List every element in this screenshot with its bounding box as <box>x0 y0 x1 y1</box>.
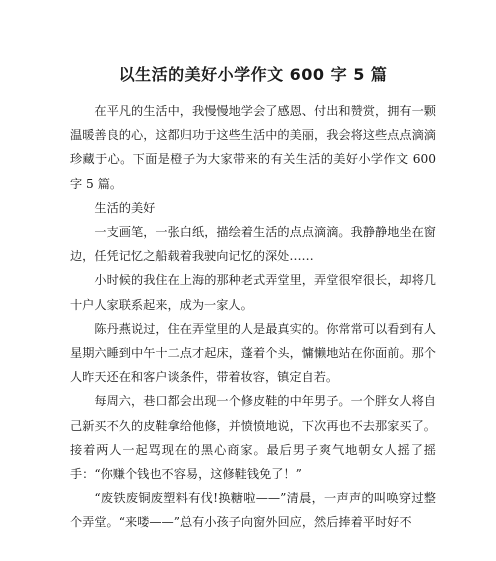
body-paragraph: 小时候的我住在上海的那种老式弄堂里，弄堂很窄很长，却将几十户人家联系起来，成为一家人。 <box>70 273 436 312</box>
body-paragraph: 陈丹燕说过，住在弄堂里的人是最真实的。你常常可以看到有人星期六睡到中午十二点才起床，蓬着个头，慵懒地站在你面前。那个人昨天还在和客户谈条件，带着妆容，镇定自若。 <box>70 321 436 385</box>
document-title: 以生活的美好小学作文 600 字 5 篇 <box>118 65 388 84</box>
intro-paragraph: 在平凡的生活中，我慢慢地学会了感恩、付出和赞赏，拥有一颗温暖善良的心，这都归功于这些生活中的美丽，我会将这些点点滴滴珍藏于心。下面是橙子为大家带来的有关生活的美好小学作文 600 字 5 篇。 <box>70 104 436 191</box>
body-paragraph: 每周六，巷口都会出现一个修皮鞋的中年男子。一个胖女人将自己新买不久的皮鞋拿给他修，并愤愤地说，下次再也不去那家买了。接着两人一起骂现在的黑心商家。最后男子爽气地朝女人摇了摇手：“你赚个钱也不容易，这修鞋钱免了！” <box>70 394 436 482</box>
section-heading: 生活的美好 <box>94 200 156 215</box>
body-paragraph: “废铁废铜废塑料有伐!换糖啦——”清晨，一声声的叫唤穿过整个弄堂。“来喽——”总有小孩子向窗外回应，然后捧着平时好不 <box>70 491 436 530</box>
body-paragraph: 一支画笔，一张白纸，描绘着生活的点点滴滴。我静静地坐在窗边，任凭记忆之船载着我驶向记忆的深处…… <box>70 225 436 264</box>
